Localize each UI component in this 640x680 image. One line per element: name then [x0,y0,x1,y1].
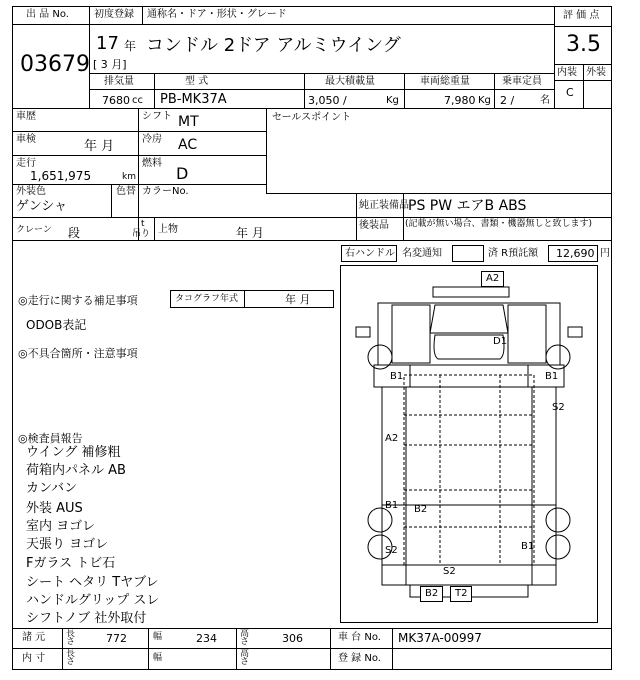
first-reg-year-unit: 年 [124,39,137,53]
inspector-line: 外装 AUS [26,501,83,516]
mileage-value: 1,651,975 [30,169,92,183]
mark-b1-left-rear: B1 [385,500,399,511]
inner-width-label: 幅 [153,653,163,663]
ac-label: 冷房 [142,134,162,145]
recycle-value: 12,690 [556,247,595,260]
model-type-value: PB-MK37A [160,92,227,107]
mark-b1-left: B1 [390,371,404,382]
inner-length-label: 長さ [66,649,76,667]
gross-weight-label: 車両総重量 [420,76,470,87]
mark-d1: D1 [493,336,508,347]
ext-color-value: ゲンシャ [16,199,68,214]
crane-hang: 吊り [132,229,151,239]
inspection-value: 年 月 [84,139,115,154]
fuel-value: D [176,164,189,183]
notice-box [452,245,484,262]
fuel-label: 燃料 [142,158,162,169]
mark-s2-bottom: S2 [443,566,456,577]
displacement-value: 7680 [102,94,130,107]
lot-no-label: 出 品 No. [26,9,69,20]
recycle-unit: 円 [600,248,610,259]
inspector-line: 荷箱内パネル AB [26,463,126,478]
dims-label: 諸 元 [22,632,46,643]
upper-label: 上物 [158,224,178,235]
mark-a2-top: A2 [481,271,504,287]
mark-b2-bottom: B2 [420,586,443,602]
max-load-unit: Kg [386,95,399,106]
ext-color-label: 外装色 [16,186,46,197]
history-label: 車歴 [16,111,36,122]
interior-grade: C [566,86,574,99]
car-name: コンドル 2ドア アルミウイング [146,35,401,56]
height-value: 306 [282,632,303,645]
mark-t2-bottom: T2 [450,586,472,602]
upper-value: 年 月 [236,226,264,240]
notice-label: 名変通知 [402,248,442,259]
first-reg-year: 17 [96,33,119,54]
shift-value: MT [178,114,199,130]
mileage-unit: km [122,172,136,182]
inner-height-label: 高さ [240,649,250,667]
sales-point-label: セールスポイント [272,112,352,123]
crane-label: クレーン [16,225,52,235]
interior-grade-label: 内装 [557,67,577,78]
recycle-label: 済 R預託額 [488,248,539,259]
shift-label: シフト [142,111,172,122]
mark-b1-right: B1 [545,371,559,382]
defects-title: ◎不具合箇所・注意事項 [18,347,138,360]
inspector-title: ◎検査員報告 [18,432,83,445]
handle-value: 右ハンドル [345,248,395,259]
mark-b2-mid: B2 [414,504,428,515]
max-load-value: 3,050 / [308,94,347,107]
mark-b1-right-rear: B1 [521,541,535,552]
tacho-value: 年 月 [285,293,311,306]
type-label: 型 式 [185,76,209,87]
first-reg-month: [ 3 月] [93,58,127,71]
mark-a2-left: A2 [385,433,399,444]
mark-s2-right: S2 [552,402,565,413]
capacity-unit: 名 [540,95,550,106]
chassis-value: MK37A-00997 [398,631,482,645]
score-value: 3.5 [566,32,601,57]
inspector-line: Fガラス トビ石 [26,556,116,571]
gross-weight-unit: Kg [478,95,491,106]
aftermarket-note: (記載が無い場合、書類・機器無しと致します) [405,219,593,229]
inspector-line: ウイング 補修粗 [26,445,121,460]
color-code-label: カラーNo. [142,186,189,197]
inspection-label: 車検 [16,134,36,145]
width-label: 幅 [153,632,163,642]
registration-label: 登 録 No. [338,653,381,664]
inspector-line: カンバン [26,481,78,496]
inspector-line: シート ヘタリ Tヤブレ [26,575,159,590]
crane-stage: 段 [68,226,81,240]
aftermarket-label: 後装品 [359,220,389,231]
options-value: PS PW エアB ABS [408,198,527,214]
score-label: 評 価 点 [563,10,600,21]
displacement-label: 排気量 [104,76,134,87]
exterior-grade-label: 外装 [586,67,606,78]
width-value: 234 [196,632,217,645]
capacity-label: 乗車定員 [502,76,542,87]
mark-s2-left-rear: S2 [385,545,398,556]
capacity-value: 2 / [500,94,515,107]
color-change-label: 色替 [116,186,136,197]
tacho-label: タコグラフ年式 [175,294,239,304]
ac-value: AC [178,137,198,153]
model-label: 通称名・ドア・形状・グレード [147,9,287,20]
odo-note: ODOB表記 [26,318,87,332]
length-value: 772 [106,632,127,645]
inspector-line: 天張り ヨゴレ [26,537,109,552]
inner-dims-label: 内 寸 [22,653,46,664]
truck-diagram [340,265,598,623]
length-label: 長さ [66,629,76,647]
lot-number: 03679 [20,52,90,77]
height-label: 高さ [240,629,250,647]
options-label: 純正装備品 [359,200,409,211]
inspector-line: シフトノブ 社外取付 [26,611,147,626]
displacement-unit: cc [132,95,143,106]
gross-weight-value: 7,980 [444,94,476,107]
mileage-label: 走行 [16,158,36,169]
first-reg-label: 初度登録 [94,9,134,20]
inspector-line: ハンドルグリップ スレ [26,593,160,608]
chassis-label: 車 台 No. [338,632,381,643]
max-load-label: 最大積載量 [325,76,375,87]
crane-tons: t [141,219,145,229]
supplement-title: ◎走行に関する補足事項 [18,294,138,307]
inspector-line: 室内 ヨゴレ [26,519,96,534]
